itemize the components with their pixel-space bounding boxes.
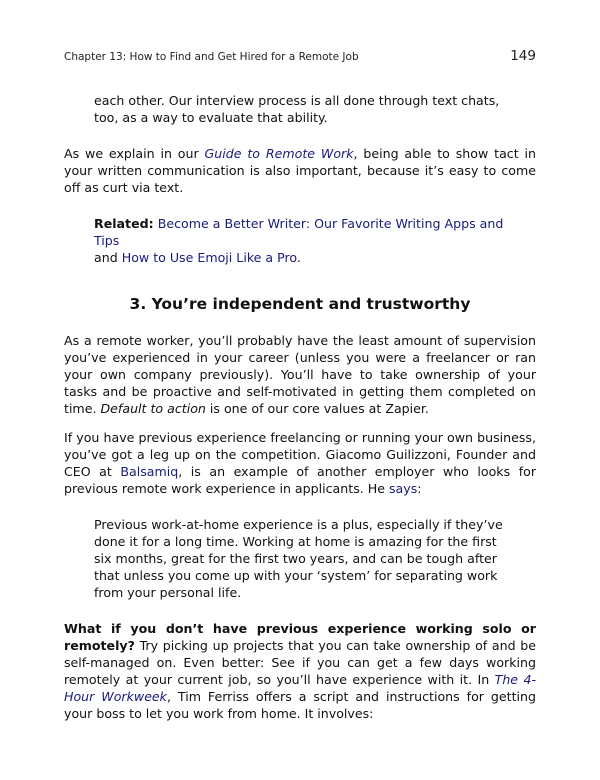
four-hour-workweek-link[interactable]: The 4-Hour Workweek xyxy=(64,672,537,704)
related-label: Related: xyxy=(94,216,154,231)
no-experience-question: What if you don’t have previous experience working solo or remotely? xyxy=(64,621,536,653)
related-links xyxy=(94,215,506,266)
no-experience-paragraph xyxy=(64,620,536,722)
previous-experience-paragraph xyxy=(64,429,536,497)
guilizzoni-quote-text: Previous work-at-home experience is a plus, especially if they’ve done it for a long time. Working at home is amazing for the first six months, great for the first two years, and can be tough after that unless you come up with your ‘system’ for separating work from your personal life. xyxy=(94,517,503,600)
related-and-text: and xyxy=(94,250,118,265)
use-emoji-link[interactable]: How to Use Emoji Like a Pro xyxy=(121,250,297,265)
paragraph-text: : xyxy=(417,481,422,496)
remote-worker-paragraph xyxy=(64,332,536,417)
page-header xyxy=(64,48,536,68)
interview-quote xyxy=(94,92,506,126)
guide-to-remote-work-link[interactable]: Guide to Remote Work xyxy=(204,146,354,161)
related-end: . xyxy=(296,250,301,265)
paragraph-text: If you have previous experience freelancing or running your own business, you’ve got a leg up on the competition. Giacomo Guilizzoni, Founder and CEO at xyxy=(64,430,536,479)
paragraph-text: As a remote worker, you’ll probably have the least amount of supervision you’ve experienced in your career (unless you were a freelancer or ran your own company previously). You’ll have to take ownership of your tasks and be proactive and self-motivated in getting them completed on time. xyxy=(64,333,536,416)
chapter-title: Chapter 13: How to Find and Get Hired for a Remote Job xyxy=(64,51,359,63)
paragraph-text: As we explain in our xyxy=(64,146,205,161)
paragraph-text: is one of our core values at Zapier. xyxy=(205,401,429,416)
become-better-writer-link[interactable]: Become a Better Writer: Our Favorite Writing Apps and Tips xyxy=(94,216,504,248)
interview-quote-text: each other. Our interview process is all done through text chats, too, as a way to evaluate that ability. xyxy=(94,93,500,125)
page-number: 149 xyxy=(510,48,536,64)
paragraph-text: , being able to show tact in your written communication is also important, because it’s easy to come off as curt via text. xyxy=(64,146,536,195)
page-content xyxy=(64,92,536,722)
guilizzoni-quote xyxy=(94,516,506,601)
paragraph-text: , is an example of another employer who looks for previous remote work experience in applicants. He xyxy=(64,464,537,496)
paragraph-text: , Tim Ferriss offers a script and instructions for getting your boss to let you work from home. It involves: xyxy=(64,689,536,721)
balsamiq-link[interactable]: Balsamiq xyxy=(120,464,179,479)
paragraph-text: Try picking up projects that you can take ownership of and be self-managed on. Even better: See if you can get a few days working remotely at your current job, so you’ll have experience with it. In xyxy=(64,638,536,687)
written-communication-paragraph xyxy=(64,145,536,196)
says-link[interactable]: says xyxy=(388,481,418,496)
default-to-action-text: Default to action xyxy=(100,401,206,416)
section-heading: 3. You’re independent and trustworthy xyxy=(129,295,471,313)
